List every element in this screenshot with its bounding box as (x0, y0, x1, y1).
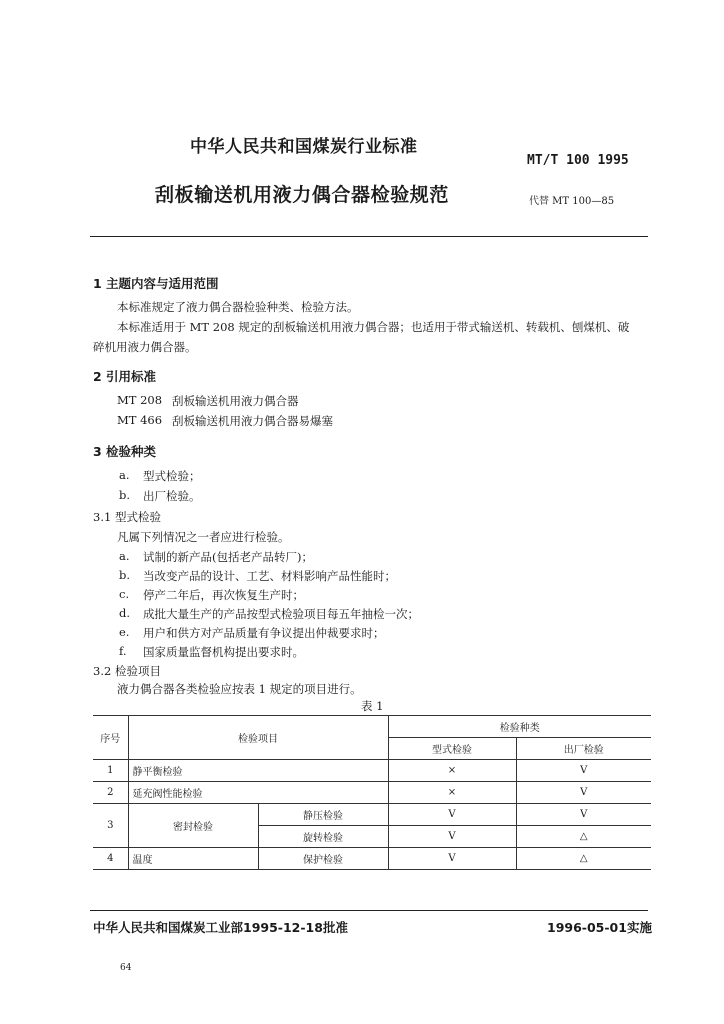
section-1-paragraph-2b: 碎机用液力偶合器。 (93, 340, 197, 354)
section-3-2-intro: 液力偶合器各类检验应按表 1 规定的项目进行。 (117, 682, 362, 696)
header-factory-test: 出厂检验 (516, 738, 651, 760)
section-1-paragraph-2a: 本标准适用于 MT 208 规定的刮板输送机用液力偶合器；也适用于带式输送机、转载机、刨煤机、破 (117, 320, 630, 334)
condition-mark-a: a. (119, 549, 130, 563)
type-text-a: 型式检验； (143, 469, 201, 483)
condition-mark-b: b. (119, 568, 131, 582)
table-row (93, 760, 651, 782)
condition-text-c: 停产二年后，再次恢复生产时； (143, 588, 304, 602)
page-number: 64 (120, 963, 132, 973)
issuing-body-title: 中华人民共和国煤炭行业标准 (190, 137, 418, 157)
header-divider (90, 236, 648, 237)
row-factory-test: △ (516, 826, 651, 848)
condition-text-d: 成批大量生产的产品按型式检验项目每五年抽检一次； (143, 607, 419, 621)
table-caption: 表 1 (361, 699, 384, 713)
inspection-items-table (93, 715, 651, 870)
header-inspection-type: 检验种类 (388, 716, 651, 738)
condition-text-b: 当改变产品的设计、工艺、材料影响产品性能时； (143, 569, 396, 583)
section-1-heading: 1 主题内容与适用范围 (93, 276, 219, 291)
header-item: 检验项目 (128, 716, 388, 760)
type-mark-a: a. (119, 468, 130, 482)
row-type-test: × (388, 782, 516, 804)
condition-mark-c: c. (119, 587, 130, 601)
row-seq: 3 (93, 804, 128, 848)
standard-number: MT/T 100 1995 (527, 153, 629, 168)
row-type-test: V (388, 804, 516, 826)
effective-date: 1996-05-01实施 (547, 920, 652, 935)
row-item: 温度 (128, 848, 258, 870)
section-3-heading: 3 检验种类 (93, 444, 157, 459)
condition-text-e: 用户和供方对产品质量有争议提出仲裁要求时； (143, 626, 385, 640)
type-text-b: 出厂检验。 (143, 489, 201, 503)
footer-divider (90, 910, 648, 911)
row-factory-test: V (516, 782, 651, 804)
row-factory-test: V (516, 760, 651, 782)
condition-mark-f: f. (119, 644, 127, 658)
row-item: 延充阀性能检验 (128, 782, 388, 804)
row-type-test: × (388, 760, 516, 782)
table-row (93, 848, 651, 870)
section-3-2-heading: 3.2 检验项目 (93, 664, 161, 678)
row-item: 密封检验 (128, 804, 258, 848)
row-seq: 2 (93, 782, 128, 804)
reference-title-2: 刮板输送机用液力偶合器易爆塞 (172, 414, 333, 428)
table-header-row-1 (93, 716, 651, 738)
header-type-test: 型式检验 (388, 738, 516, 760)
header-seq: 序号 (93, 716, 128, 760)
condition-text-a: 试制的新产品(包括老产品转厂)； (143, 550, 313, 564)
reference-code-2: MT 466 (117, 413, 163, 427)
row-subitem: 保护检验 (258, 848, 388, 870)
condition-text-f: 国家质量监督机构提出要求时。 (143, 645, 304, 659)
condition-mark-e: e. (119, 625, 130, 639)
row-factory-test: △ (516, 848, 651, 870)
approval-statement: 中华人民共和国煤炭工业部1995-12-18批准 (93, 920, 348, 935)
row-seq: 1 (93, 760, 128, 782)
table-row (93, 804, 651, 826)
row-subitem: 静压检验 (258, 804, 388, 826)
section-3-1-heading: 3.1 型式检验 (93, 510, 161, 524)
row-type-test: V (388, 848, 516, 870)
table-row (93, 782, 651, 804)
section-1-paragraph-1: 本标准规定了液力偶合器检验种类、检验方法。 (117, 300, 359, 314)
row-subitem: 旋转检验 (258, 826, 388, 848)
condition-mark-d: d. (119, 606, 131, 620)
section-2-heading: 2 引用标准 (93, 369, 157, 384)
document-title: 刮板输送机用液力偶合器检验规范 (155, 184, 450, 206)
row-item: 静平衡检验 (128, 760, 388, 782)
replaces-note: 代替 MT 100—85 (529, 196, 615, 207)
reference-code-1: MT 208 (117, 393, 163, 407)
type-mark-b: b. (119, 488, 131, 502)
section-3-1-intro: 凡属下列情况之一者应进行检验。 (117, 530, 290, 544)
reference-title-1: 刮板输送机用液力偶合器 (172, 394, 299, 408)
row-seq: 4 (93, 848, 128, 870)
row-factory-test: V (516, 804, 651, 826)
row-type-test: V (388, 826, 516, 848)
